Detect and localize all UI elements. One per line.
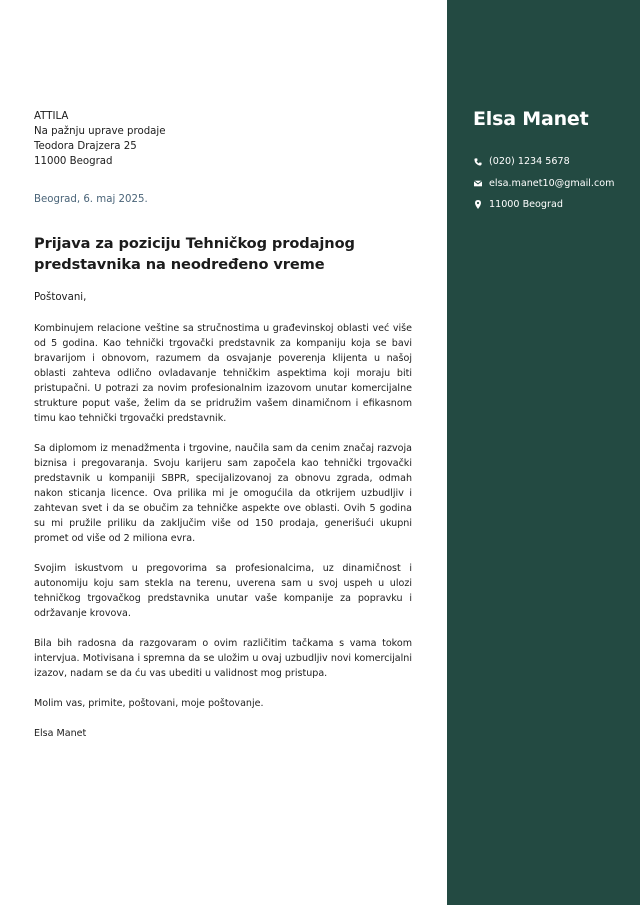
- contact-email: [473, 178, 614, 189]
- recipient-company: ATTILA: [34, 111, 69, 122]
- paragraph: Bila bih radosna da razgovaram o ovim različitim tačkama s vama tokom intervjua. Motivisana i spremna da se uložim u ovaj uzbudljiv novi komercijalni izazov, nadam se da ću vas ubediti u validnost mog pristupa.: [34, 638, 412, 679]
- paragraph: Svojim iskustvom u pregovorima sa profesionalcima, uz dinamičnost i autonomiju koju sam stekla na terenu, uverena sam u svoj uspeh u ulozi tehničkog trgovačkog predstavnika unutar vaše kompanije za popravku i održavanje krovova.: [34, 563, 412, 619]
- recipient-city: 11000 Beograd: [34, 156, 113, 167]
- greeting: Poštovani,: [34, 292, 87, 303]
- location-text: 11000 Beograd: [489, 199, 563, 210]
- letter-paragraphs: [34, 321, 412, 756]
- paragraph: Sa diplomom iz menadžmenta i trgovine, naučila sam da cenim značaj razvoja biznisa i pregovaranja. Svoju karijeru sam započela kao tehnički trgovački predstavnik u kompaniji SBPR, specijalizovanoj za obnovu zgrada, odmah nakon sticanja licence. Ova prilika mi je omogućila da otkrijem uzbudljiv i zahtevan svet i da se obučim za tehničke aspekte ove oblasti. Ovih 5 godina su mi pružile priliku da zaključim više od 150 prodaja, generišući ukupni promet od više od 2 miliona evra.: [34, 443, 412, 544]
- letter-date: Beograd, 6. maj 2025.: [34, 194, 148, 205]
- letter-subject: Prijava za poziciju Tehničkog prodajnog predstavnika na neodređeno vreme: [34, 235, 355, 273]
- phone-icon: [473, 158, 483, 166]
- closing: Molim vas, primite, poštovani, moje poštovanje.: [34, 698, 264, 709]
- signature: Elsa Manet: [34, 728, 87, 739]
- contact-location: [473, 199, 563, 210]
- sender-name: Elsa Manet: [473, 108, 589, 130]
- phone-number: (020) 1234 5678: [489, 156, 570, 167]
- contact-phone: [473, 156, 570, 167]
- mail-icon: [473, 180, 483, 187]
- recipient-address: [34, 109, 166, 169]
- location-pin-icon: [473, 200, 483, 209]
- paragraph: Kombinujem relacione veštine sa stručnostima u građevinskoj oblasti već više od 5 godina. Kao tehnički trgovački predstavnik za kompaniju koja se bavi bravarijom i obnovom, razumem da osvajanje poverenja klijenta u našoj oblasti zahteva odlično ovladavanje tehničkim aspektima koji moraju biti pristupačni. U potrazi za novim profesionalnim izazovom unutar komercijalne strukture poput vaše, želim da se pridružim vašem dinamičnom i efikasnom timu kao tehnički trgovački predstavnik.: [34, 323, 412, 424]
- recipient-street: Teodora Drajzera 25: [34, 141, 137, 152]
- email-address: elsa.manet10@gmail.com: [489, 178, 615, 189]
- sidebar: [447, 0, 640, 905]
- recipient-attention: Na pažnju uprave prodaje: [34, 126, 166, 137]
